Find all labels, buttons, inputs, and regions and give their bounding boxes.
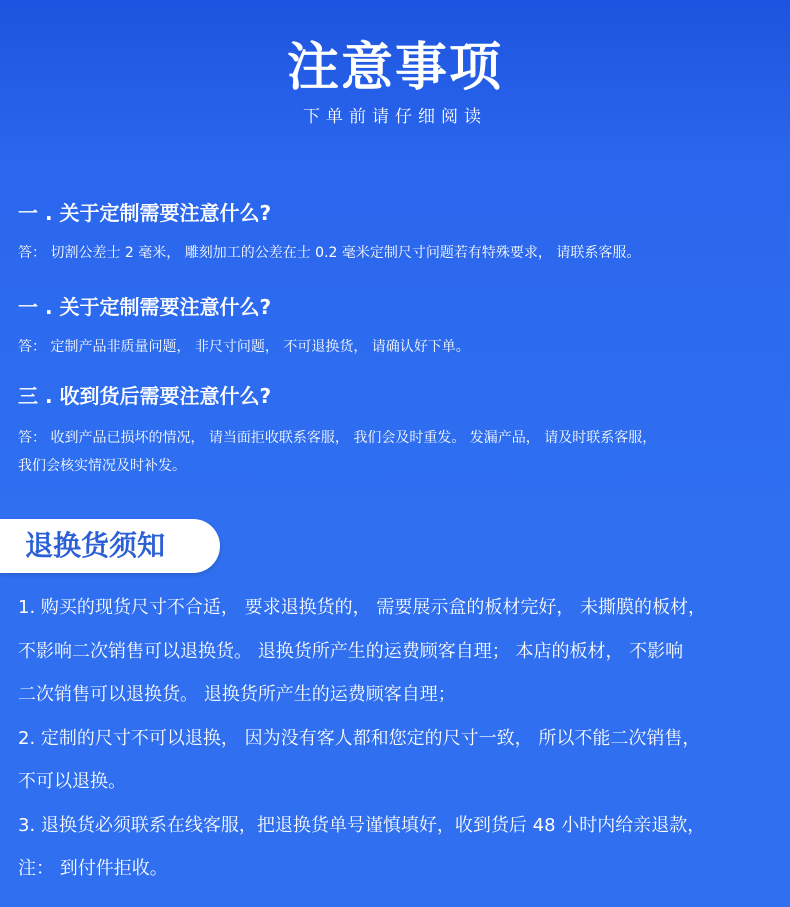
faq-answer-2: 答： 定制产品非质量问题， 非尺寸问题， 不可退换货， 请确认好下单。	[18, 339, 470, 355]
policy-line-4: 2. 定制的尺寸不可以退换， 因为没有客人都和您定的尺寸一致， 所以不能二次销售，	[18, 728, 701, 749]
page-title: 注意事项	[286, 38, 503, 98]
faq-answer-1: 答： 切割公差士 2 毫米， 雕刻加工的公差在士 0.2 毫米定制尺寸问题若有特殊要求， 请联系客服。	[18, 245, 641, 261]
faq-question-3: 三 . 收到货后需要注意什么?	[18, 384, 272, 408]
return-policy-title: 退换货须知	[25, 529, 166, 562]
policy-line-2: 不影响二次销售可以退换货。 退换货所产生的运费顾客自理； 本店的板材， 不影响	[18, 641, 684, 662]
policy-line-3: 二次销售可以退换货。 退换货所产生的运费顾客自理；	[18, 684, 456, 705]
header	[0, 0, 790, 161]
policy-line-1: 1. 购买的现货尺寸不合适， 要求退换货的， 需要展示盒的板材完好， 未撕膜的板材，	[18, 597, 707, 618]
page-subtitle: 下单前请仔细阅读	[303, 107, 487, 127]
faq-section	[0, 160, 790, 505]
policy-line-5: 不可以退换。	[18, 771, 126, 792]
policy-line-7: 注： 到付件拒收。	[18, 858, 168, 879]
return-policy-banner	[0, 519, 220, 573]
policy-line-6: 3. 退换货必须联系在线客服，把退换货单号谨慎填好，收到货后 48 小时内给亲退款，	[18, 815, 706, 836]
faq-answer-3-line-2: 我们会核实情况及时补发。	[18, 458, 186, 474]
faq-question-2: 一 . 关于定制需要注意什么?	[18, 295, 272, 319]
faq-answer-3-line-1: 答： 收到产品已损坏的情况， 请当面拒收联系客服， 我们会及时重发。 发漏产品， 请及时联系客服，	[18, 430, 657, 446]
faq-question-1: 一 . 关于定制需要注意什么?	[18, 201, 272, 225]
